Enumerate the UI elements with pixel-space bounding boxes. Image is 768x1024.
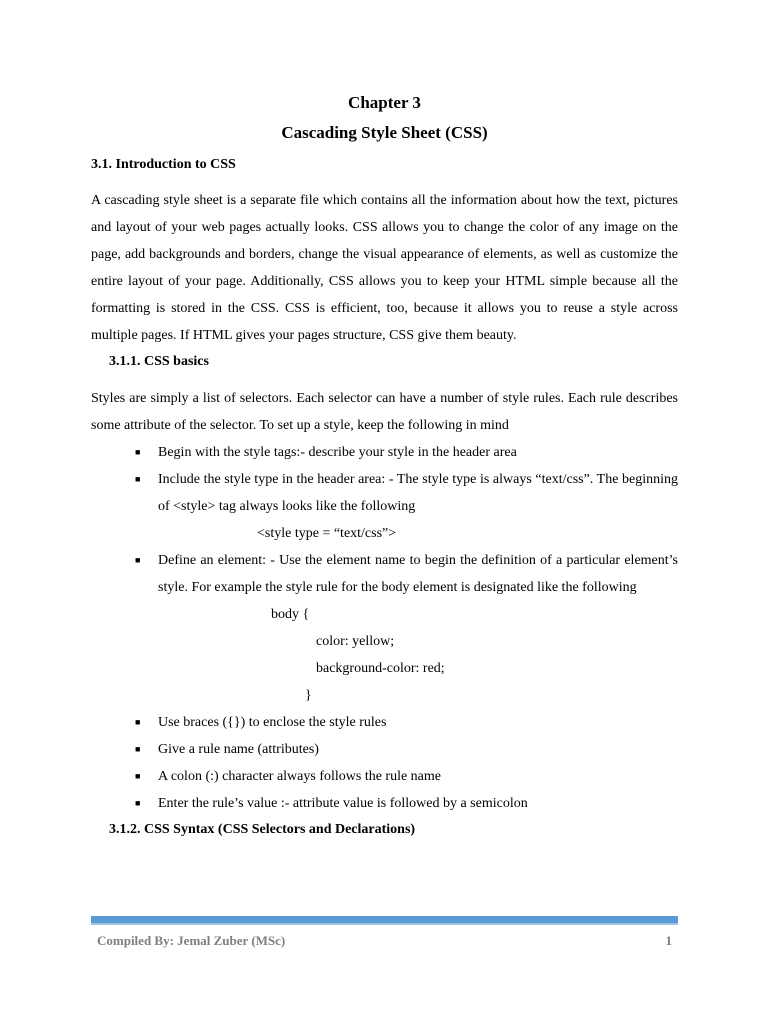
subsection-heading-basics: 3.1.1. CSS basics	[109, 354, 209, 369]
intro-paragraph: A cascading style sheet is a separate file which contains all the information about how the text, pictures and layout of your web pages actually looks. CSS allows you to change the color of any image on the page, add backgrounds and borders, change the visual appearance of elements, as well as customize the entire layout of your page. Additionally, CSS allows you to keep your HTML simple because all the formatting is stored in the CSS. CSS is efficient, too, because it allows you to reuse a style across multiple pages. If HTML gives your pages structure, CSS give them beauty.	[91, 193, 678, 343]
rules-list	[91, 439, 678, 520]
code-open: body {	[271, 607, 310, 622]
list-item-text: Include the style type in the header area: - The style type is always “text/css”. The beginning of <style> tag always looks like the following	[158, 472, 678, 514]
page-footer	[97, 933, 672, 949]
document-page	[91, 88, 678, 840]
list-item	[91, 547, 678, 601]
page-number: 1	[665, 933, 672, 948]
list-item-text: Define an element: - Use the element name to begin the definition of a particular element’s style. For example the style rule for the body element is designated like the following	[158, 553, 678, 595]
list-item	[91, 466, 678, 520]
chapter-title: Cascading Style Sheet (CSS)	[281, 123, 488, 142]
bullet-square-icon: ■	[135, 474, 141, 484]
code-example	[91, 601, 678, 709]
footer-author: Compiled By: Jemal Zuber (MSc)	[97, 933, 286, 948]
bullet-square-icon: ■	[135, 555, 141, 565]
rules-list-final	[91, 709, 678, 817]
basics-paragraph: Styles are simply a list of selectors. Each selector can have a number of style rules. Each rule describes some attribute of the selector. To set up a style, keep the following in mind	[91, 391, 678, 433]
list-item-text: Enter the rule’s value :- attribute value is followed by a semicolon	[158, 796, 528, 811]
list-item-text: Begin with the style tags:- describe your style in the header area	[158, 445, 517, 460]
bullet-square-icon: ■	[135, 744, 141, 754]
list-item	[91, 736, 678, 763]
list-item-text: Use braces ({}) to enclose the style rules	[158, 715, 387, 730]
list-item	[91, 790, 678, 817]
rules-list-continued	[91, 547, 678, 601]
bullet-square-icon: ■	[135, 717, 141, 727]
bullet-square-icon: ■	[135, 798, 141, 808]
list-item-text: A colon (:) character always follows the rule name	[158, 769, 442, 784]
list-item	[91, 709, 678, 736]
style-tag-example: <style type = “text/css”>	[257, 526, 397, 541]
bullet-square-icon: ■	[135, 771, 141, 781]
footer-divider	[91, 916, 678, 925]
bullet-square-icon: ■	[135, 447, 141, 457]
list-item-text: Give a rule name (attributes)	[158, 742, 319, 757]
code-line-background: background-color: red;	[316, 661, 445, 676]
section-heading-intro: 3.1. Introduction to CSS	[91, 157, 236, 172]
subsection-heading-syntax: 3.1.2. CSS Syntax (CSS Selectors and Declarations)	[109, 822, 416, 837]
chapter-label: Chapter 3	[348, 93, 421, 112]
code-close: }	[305, 688, 312, 703]
list-item	[91, 763, 678, 790]
code-line-color: color: yellow;	[316, 634, 395, 649]
list-item	[91, 439, 678, 466]
